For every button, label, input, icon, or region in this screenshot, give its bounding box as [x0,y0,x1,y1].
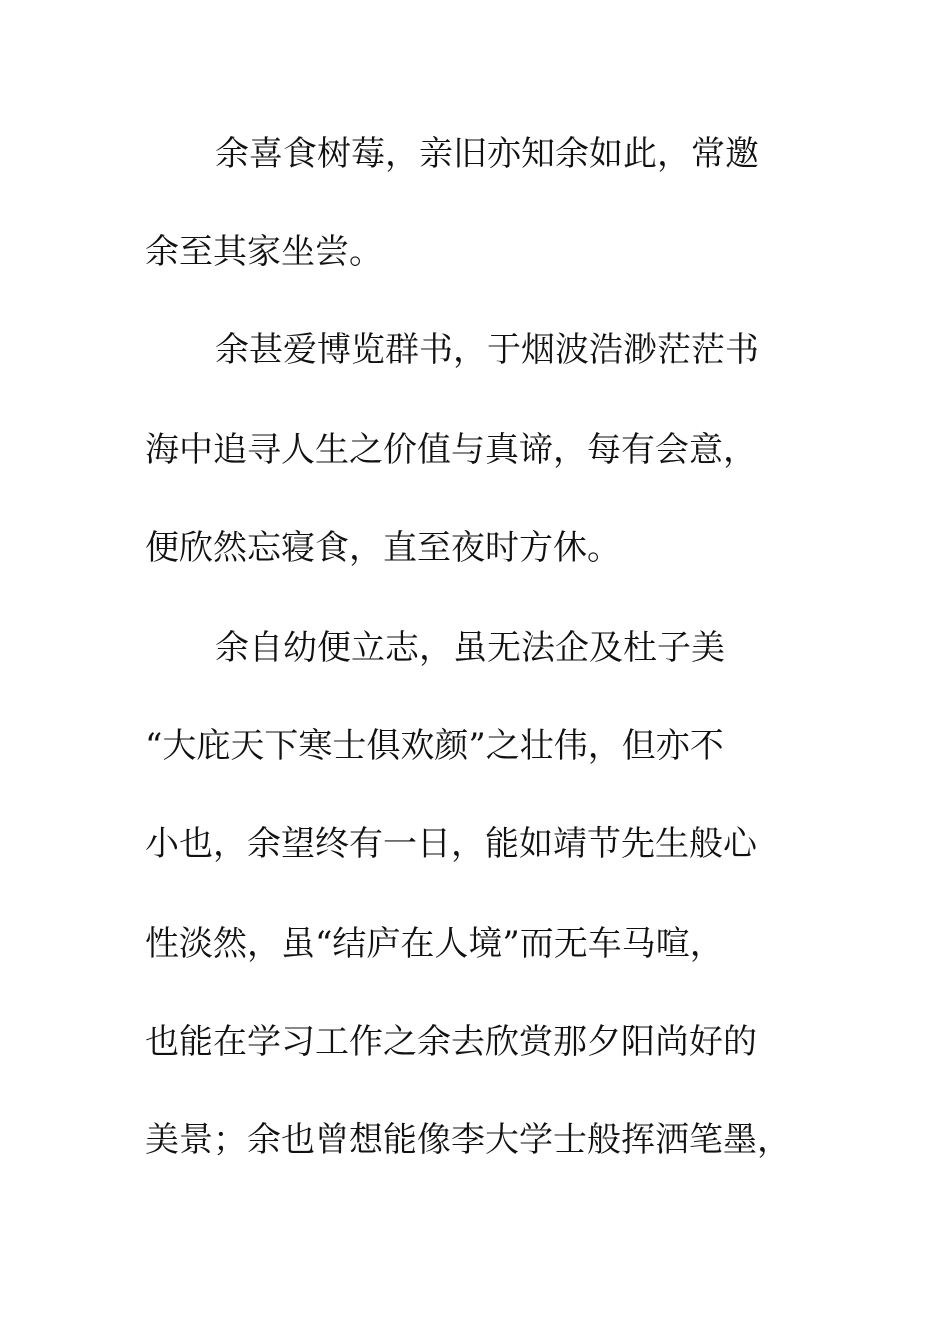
text-line: 余喜食树莓，亲旧亦知余如此，常邀 [215,134,759,174]
text-line: 性淡然，虽“结庐在人境”而无车马喧， [145,924,724,964]
text-line: 美景；余也曾想能像李大学士般挥洒笔墨， [145,1120,791,1160]
text-line: 便欣然忘寝食，直至夜时方休。 [145,528,621,568]
text-line: 小也，余望终有一日，能如靖节先生般心 [145,824,757,864]
text-line: 余甚爱博览群书，于烟波浩渺茫茫书 [215,330,759,370]
text-line: 余自幼便立志，虽无法企及杜子美 [215,628,725,668]
text-line: “大庇天下寒士俱欢颜”之壮伟，但亦不 [145,726,724,766]
text-line: 余至其家坐尝。 [145,232,383,272]
text-line: 海中追寻人生之价值与真谛，每有会意， [145,430,757,470]
text-line: 也能在学习工作之余去欣赏那夕阳尚好的 [145,1022,757,1062]
